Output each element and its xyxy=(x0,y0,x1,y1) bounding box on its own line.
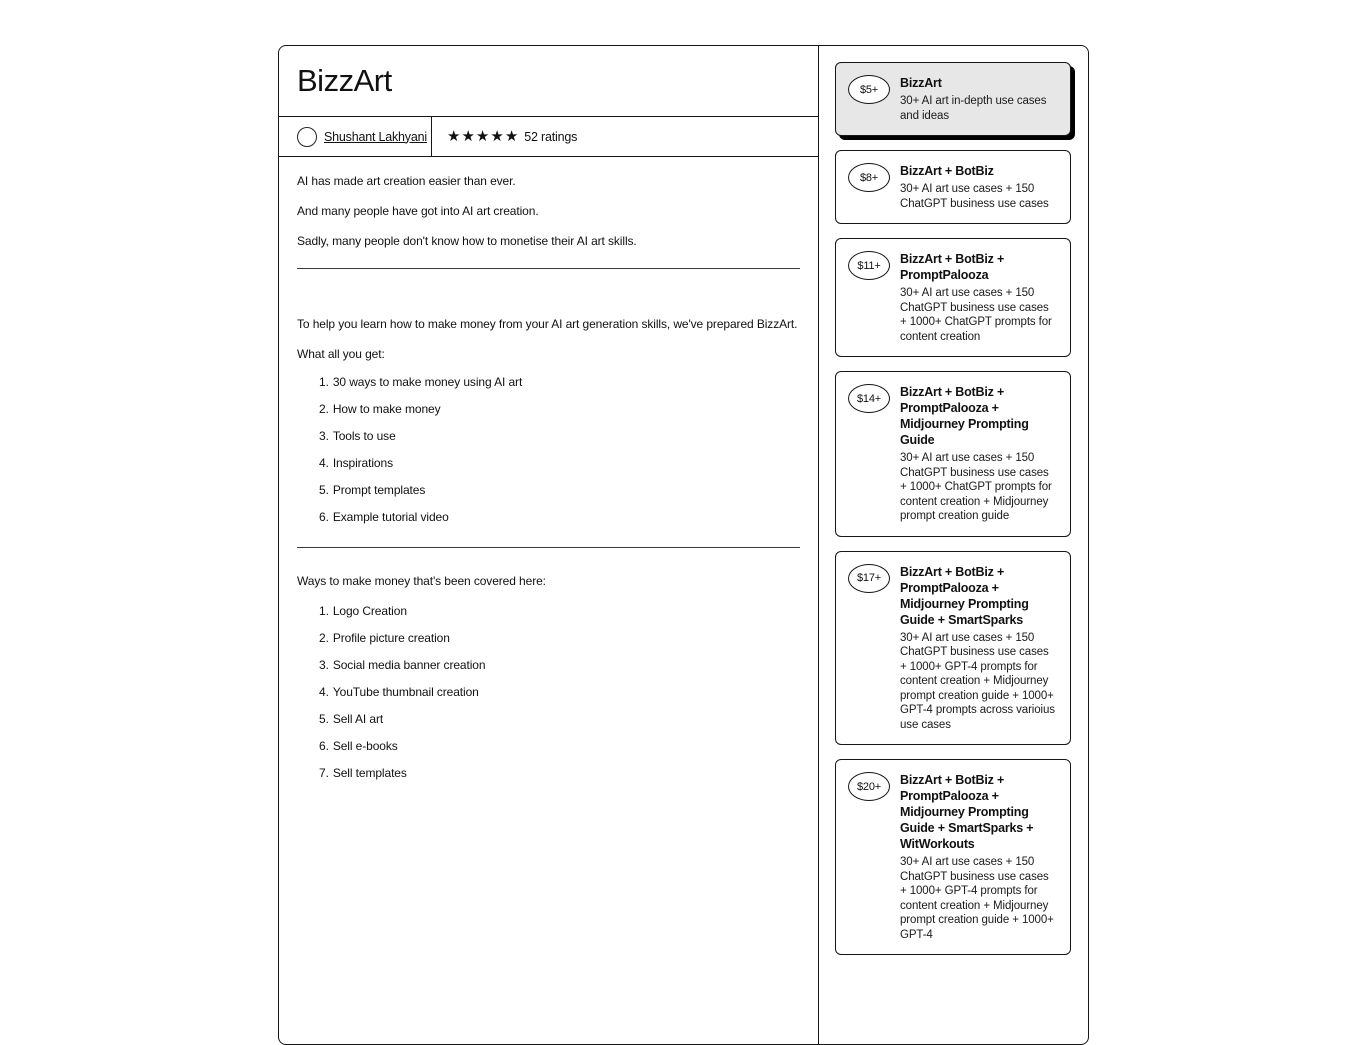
list-item-number: 2. xyxy=(319,402,329,416)
list-item-number: 1. xyxy=(319,375,329,389)
tier-title: BizzArt + BotBiz xyxy=(900,164,994,178)
tier-text xyxy=(900,75,1058,123)
tier-text xyxy=(900,384,1058,524)
intro-paragraph: To help you learn how to make money from your AI art generation skills, we've prepared BizzArt. xyxy=(297,317,798,331)
list-item-number: 4. xyxy=(319,685,329,699)
pricing-sidebar xyxy=(835,62,1071,955)
description-paragraph: And many people have got into AI art creation. xyxy=(297,204,539,218)
tier-title: BizzArt + BotBiz + PromptPalooza + Midjourney Prompting Guide + SmartSparks + WitWorkouts xyxy=(900,773,1034,851)
list-item-number: 7. xyxy=(319,766,329,780)
list-item-number: 5. xyxy=(319,712,329,726)
star-icon: ★ xyxy=(447,128,462,145)
price-pill: $5+ xyxy=(848,75,890,104)
list-item-number: 6. xyxy=(319,739,329,753)
list-item xyxy=(319,375,800,390)
tier-title: BizzArt + BotBiz + PromptPalooza xyxy=(900,252,1005,282)
list-item-text: Tools to use xyxy=(332,429,396,443)
divider xyxy=(297,268,800,269)
star-icon: ★ xyxy=(504,128,520,145)
list1-heading: What all you get: xyxy=(297,347,385,361)
pricing-tier-card[interactable] xyxy=(835,551,1071,746)
pricing-tier-card[interactable] xyxy=(835,238,1071,357)
tier-text xyxy=(900,772,1058,942)
list-item-text: Inspirations xyxy=(332,456,393,470)
list-item-number: 3. xyxy=(319,658,329,672)
tier-title: BizzArt + BotBiz + PromptPalooza + Midjourney Prompting Guide xyxy=(900,385,1029,447)
price-pill: $8+ xyxy=(848,163,890,192)
list-item-text: Prompt templates xyxy=(332,483,426,497)
list-item xyxy=(319,429,800,444)
tier-description: 30+ AI art use cases + 150 ChatGPT business use cases + 1000+ ChatGPT prompts for content creation + Midjourney prompt creation guide xyxy=(900,452,1052,522)
description-paragraph: Sadly, many people don't know how to monetise their AI art skills. xyxy=(297,234,637,248)
tier-text xyxy=(900,564,1058,733)
tier-text xyxy=(900,251,1058,344)
list-item-number: 3. xyxy=(319,429,329,443)
description-paragraph: AI has made art creation easier than ever. xyxy=(297,174,516,188)
list-item-text: YouTube thumbnail creation xyxy=(332,685,479,699)
author-cell xyxy=(279,117,432,156)
list-item xyxy=(319,739,800,754)
tier-title: BizzArt xyxy=(900,76,942,90)
tier-description: 30+ AI art use cases + 150 ChatGPT business use cases + 1000+ GPT-4 prompts for content creation + Midjourney prompt creation guide + 1000+ GPT-4 prompts across varioius use cases xyxy=(900,631,1055,731)
list-item-text: Example tutorial video xyxy=(332,510,449,524)
ratings-count: 52 ratings xyxy=(524,129,578,144)
list-item-text: How to make money xyxy=(332,402,441,416)
list-item-number: 5. xyxy=(319,483,329,497)
tier-text xyxy=(900,163,1058,211)
list-item-text: Sell e-books xyxy=(332,739,398,753)
price-pill: $11+ xyxy=(848,251,890,280)
product-description xyxy=(279,157,818,781)
meta-row xyxy=(279,117,818,157)
list-item-number: 6. xyxy=(319,510,329,524)
page-title: BizzArt xyxy=(297,63,392,98)
price-pill: $20+ xyxy=(848,772,890,801)
pricing-tier-card[interactable] xyxy=(835,759,1071,955)
tier-title: BizzArt + BotBiz + PromptPalooza + Midjourney Prompting Guide + SmartSparks xyxy=(900,564,1029,627)
price-pill: $14+ xyxy=(848,384,890,413)
list-item xyxy=(319,483,800,498)
title-row xyxy=(279,46,818,117)
pricing-tier-card[interactable] xyxy=(835,62,1071,136)
product-page-container xyxy=(278,45,1089,1045)
list-item-text: Logo Creation xyxy=(332,604,407,618)
list-item xyxy=(319,402,800,417)
list-item xyxy=(319,658,800,673)
list2-heading: Ways to make money that's been covered here: xyxy=(297,574,546,588)
list-item-number: 4. xyxy=(319,456,329,470)
list-item-text: 30 ways to make money using AI art xyxy=(332,375,523,389)
product-panel xyxy=(279,46,819,1044)
price-pill: $17+ xyxy=(848,564,890,593)
tier-description: 30+ AI art in-depth use cases and ideas xyxy=(900,95,1047,122)
list-item xyxy=(319,456,800,471)
ways-to-make-money-list xyxy=(319,604,800,781)
list-item xyxy=(319,685,800,700)
list-item-number: 2. xyxy=(319,631,329,645)
tier-description: 30+ AI art use cases + 150 ChatGPT business use cases + 1000+ GPT-4 prompts for content creation + Midjourney prompt creation guide + 1000+ GPT-4 xyxy=(900,856,1054,941)
list-item-text: Profile picture creation xyxy=(332,631,450,645)
tier-description: 30+ AI art use cases + 150 ChatGPT business use cases + 1000+ ChatGPT prompts for content creation xyxy=(900,287,1052,343)
rating-cell xyxy=(432,117,818,156)
list-item-number: 1. xyxy=(319,604,329,618)
list-item xyxy=(319,631,800,646)
divider xyxy=(297,547,800,548)
whats-included-list xyxy=(319,375,800,525)
list-item xyxy=(319,604,800,619)
pricing-tier-card[interactable] xyxy=(835,371,1071,537)
star-icon: ★ xyxy=(490,128,505,145)
list-item xyxy=(319,510,800,525)
list-item xyxy=(319,766,800,781)
star-rating xyxy=(447,129,519,144)
list-item-text: Sell AI art xyxy=(332,712,384,726)
star-icon: ★ xyxy=(461,128,476,145)
pricing-tier-card[interactable] xyxy=(835,150,1071,224)
avatar xyxy=(297,127,317,147)
list-item xyxy=(319,712,800,727)
list-item-text: Social media banner creation xyxy=(332,658,486,672)
author-link[interactable]: Shushant Lakhyani xyxy=(324,129,427,144)
list-item-text: Sell templates xyxy=(332,766,407,780)
tier-description: 30+ AI art use cases + 150 ChatGPT business use cases xyxy=(900,183,1049,210)
star-icon: ★ xyxy=(475,128,491,145)
